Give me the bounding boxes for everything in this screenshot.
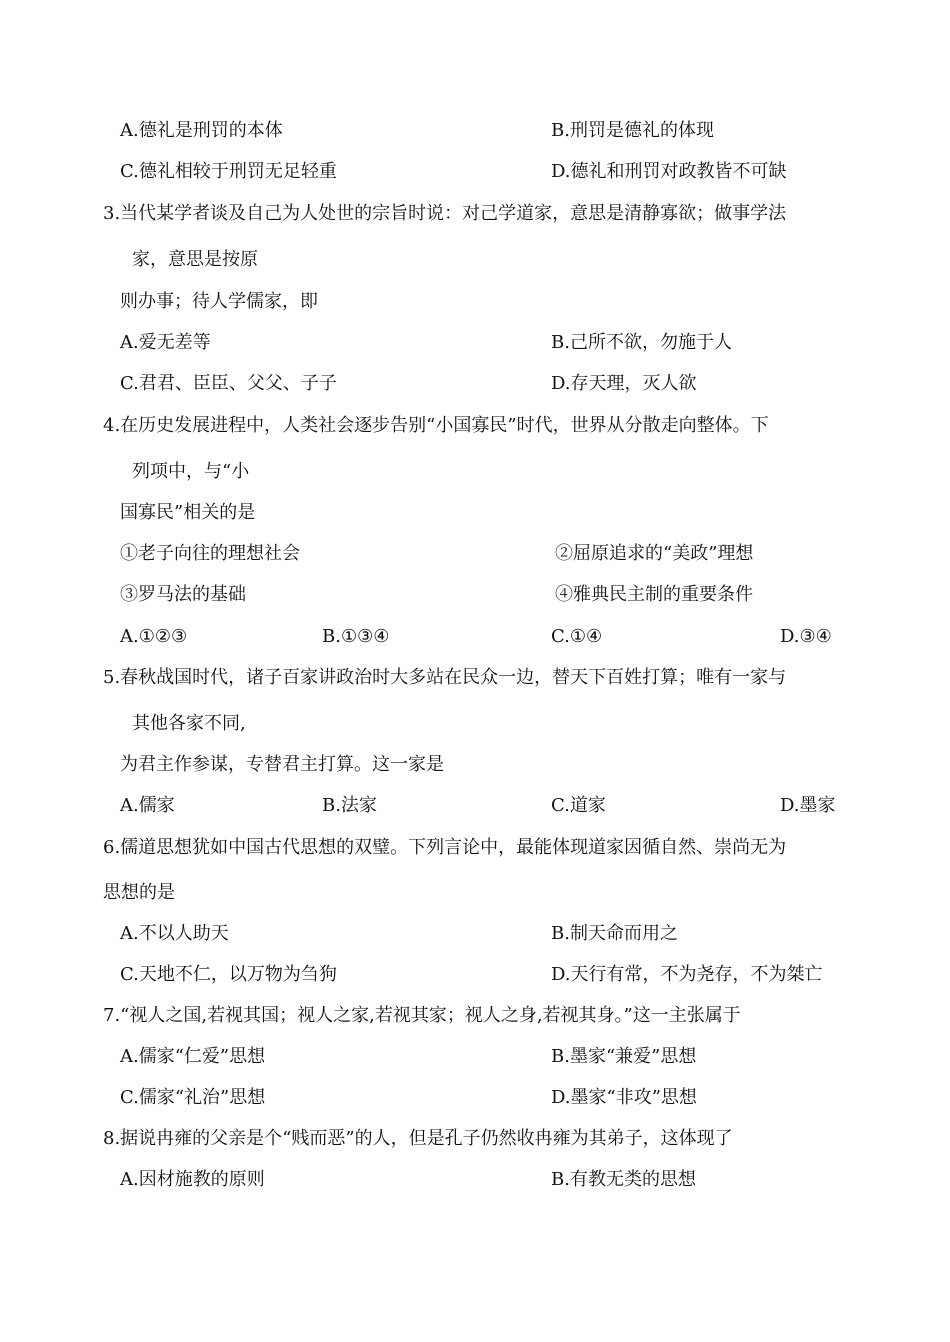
q3-option-a: A.爱无差等: [120, 332, 211, 353]
q7-option-a: A.儒家“仁爱”思想: [120, 1046, 266, 1067]
q3-stem-line2: 家，意思是按原: [132, 249, 258, 270]
q7-option-d: D.墨家“非攻”思想: [551, 1087, 697, 1108]
q8-option-a: A.因材施教的原则: [120, 1169, 265, 1190]
q3-option-d: D.存天理，灭人欲: [551, 373, 697, 394]
q3-option-b: B.己所不欲，勿施于人: [551, 332, 732, 353]
q5-stem-line3: 为君主作参谋，专替君主打算。这一家是: [120, 754, 444, 775]
q5-option-c: C.道家: [551, 795, 606, 816]
q4-item-2: ②屈原追求的“美政”理想: [555, 543, 754, 564]
q5-option-b: B.法家: [322, 795, 377, 816]
q2-option-c: C.德礼相较于刑罚无足轻重: [120, 161, 337, 182]
q8-stem-line1: 8.据说冉雍的父亲是个“贱而恶”的人，但是孔子仍然收冉雍为其弟子，这体现了: [103, 1128, 733, 1149]
q5-option-a: A.儒家: [120, 795, 175, 816]
q6-stem-line2: 思想的是: [103, 882, 175, 903]
q7-option-b: B.墨家“兼爱”思想: [551, 1046, 697, 1067]
q2-option-b: B.刑罚是德礼的体现: [551, 120, 714, 141]
q4-stem-line2: 列项中，与“小: [132, 461, 250, 482]
q5-option-d: D.墨家: [780, 795, 836, 816]
q4-option-a: A.①②③: [120, 626, 188, 647]
q2-option-a: A.德礼是刑罚的本体: [120, 120, 283, 141]
q6-option-a: A.不以人助天: [120, 923, 229, 944]
q4-stem-line1: 4.在历史发展进程中，人类社会逐步告别“小国寡民”时代，世界从分散走向整体。下: [103, 415, 769, 436]
q6-stem-line1: 6.儒道思想犹如中国古代思想的双璧。下列言论中，最能体现道家因循自然、崇尚无为: [103, 837, 787, 858]
q4-item-4: ④雅典民主制的重要条件: [555, 584, 753, 605]
q6-option-b: B.制天命而用之: [551, 923, 678, 944]
q6-option-d: D.天行有常，不为尧存，不为桀亡: [551, 964, 823, 985]
q3-option-c: C.君君、臣臣、父父、子子: [120, 373, 337, 394]
q7-option-c: C.儒家“礼治”思想: [120, 1087, 266, 1108]
q5-stem-line1: 5.春秋战国时代，诸子百家讲政治时大多站在民众一边，替天下百姓打算；唯有一家与: [103, 667, 787, 688]
q4-option-b: B.①③④: [322, 626, 390, 647]
q5-stem-line2: 其他各家不同,: [132, 713, 246, 734]
q8-option-b: B.有教无类的思想: [551, 1169, 696, 1190]
q3-stem-line1: 3.当代某学者谈及自己为人处世的宗旨时说：对己学道家，意思是清静寡欲；做事学法: [103, 203, 787, 224]
q4-stem-line3: 国寡民”相关的是: [120, 502, 256, 523]
q2-option-d: D.德礼和刑罚对政教皆不可缺: [551, 161, 787, 182]
q6-option-c: C.天地不仁，以万物为刍狗: [120, 964, 337, 985]
q4-item-3: ③罗马法的基础: [120, 584, 246, 605]
q4-item-1: ①老子向往的理想社会: [120, 543, 300, 564]
q7-stem-line1: 7.“视人之国,若视其国；视人之家,若视其家；视人之身,若视其身。”这一主张属于: [103, 1005, 741, 1026]
q3-stem-line3: 则办事；待人学儒家，即: [120, 291, 318, 312]
q4-option-c: C.①④: [551, 626, 603, 647]
q4-option-d: D.③④: [780, 626, 832, 647]
